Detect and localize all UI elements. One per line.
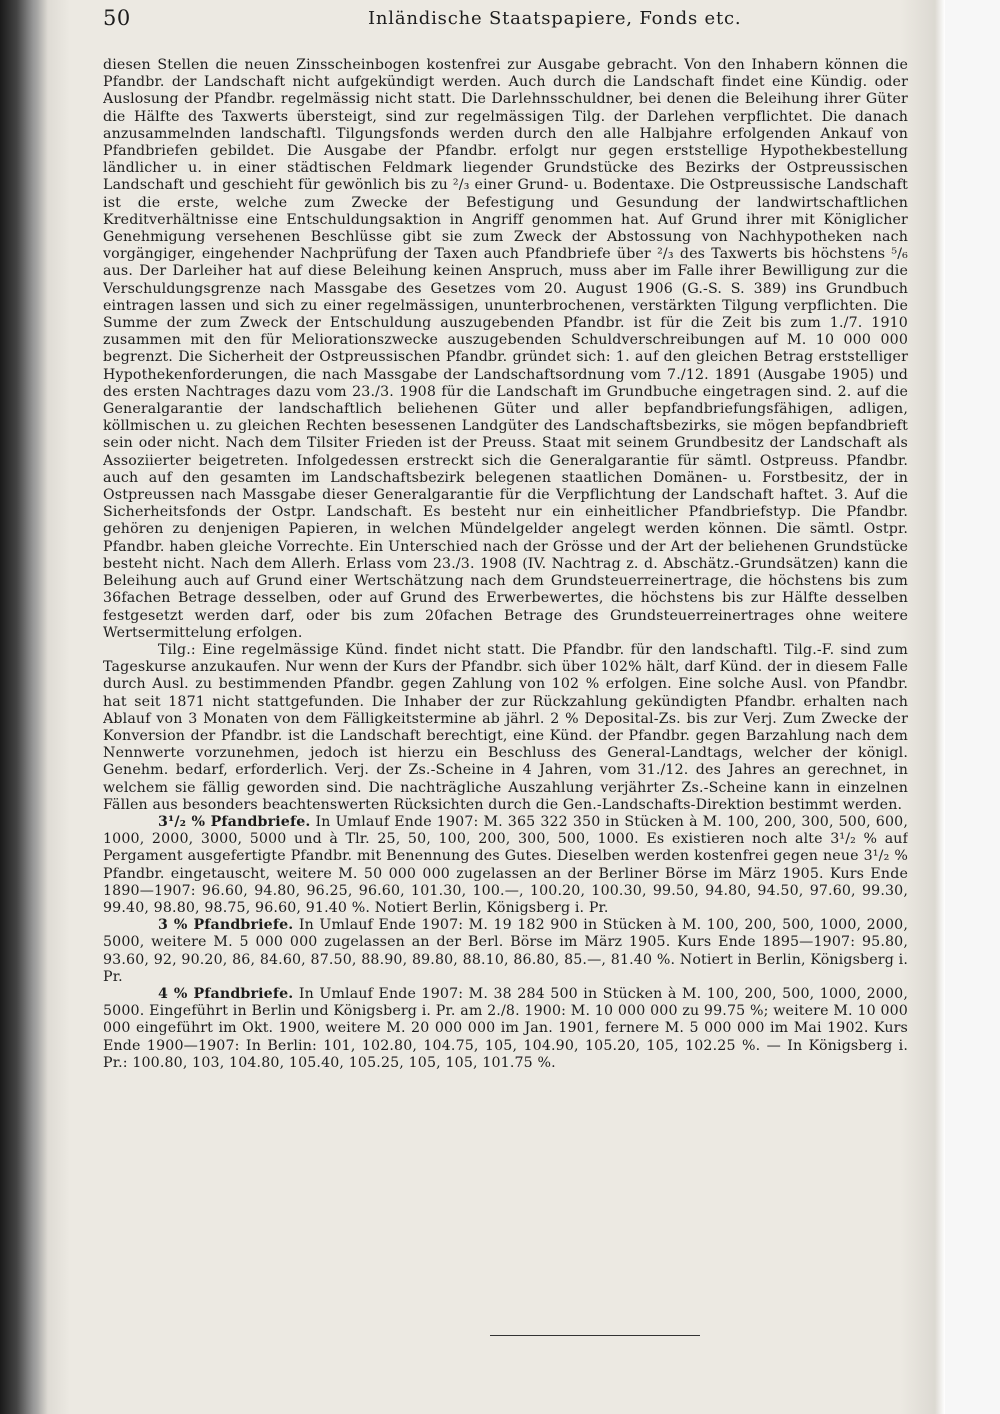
intro-paragraph: diesen Stellen die neuen Zinsscheinbogen kostenfrei zur Ausgabe gebracht. Von den Inhabern können die Pfandbr. der Landschaft nicht aufgekündigt werden. Auch durch die Landschaft findet eine Kündig. oder Auslosung der Pfandbr. regelmässig nicht statt. Die Darlehnsschuldner, bei denen die Beleihung ihrer Güter die Hälfte des Taxwerts übersteigt, sind zur regelmässigen Tilg. der Darlehen verpflichtet. Die danach anzusammelnden landschaftl. Tilgungsfonds werden durch den alle Halbjahre erfolgenden Ankauf von Pfandbriefen gebildet. Die Ausgabe der Pfandbr. erfolgt nur gegen erststellige Hypothekbestellung ländlicher u. in einer städtischen Feldmark liegender Grundstücke des Bezirks der Ostpreussischen Landschaft und geschieht für gewönlich bis zu ²/₃ einer Grund- u. Bodentaxe. Die Ostpreussische Landschaft ist die erste, welche zum Zwecke der Befestigung und Gesundung der landwirtschaftlichen Kreditverhältnisse eine Entschuldungsaktion in Angriff genommen hat. Auf Grund ihrer mit Königlicher Genehmigung versehenen Beschlüsse gibt sie zum Zweck der Abstossung von Nachhypotheken nach vorgängiger, eingehender Nachprüfung der Taxen auch Pfandbriefe über ²/₃ des Taxwerts bis höchstens ⁵/₆ aus. Der Darleiher hat auf diese Beleihung keinen Anspruch, muss aber im Falle ihrer Bewilligung zur die Verschuldungsgrenze nach Massgabe des Gesetzes vom 20. August 1906 (G.-S. S. 389) ins Grundbuch eintragen lassen und sich zu einer regelmässigen, ununterbrochenen, verstärkten Tilgung verpflichten. Die Summe der zum Zweck der Entschuldung auszugebenden Pfandbr. ist für die Zeit bis zum 1./7. 1910 zusammen mit den für Meliorationszwecke auszugebenden Schuldverschreibungen auf M. 10 000 000 begrenzt. Die Sicherheit der Ostpreussischen Pfandbr. gründet sich: 1. auf den gleichen Betrag erststelliger Hypothekenforderungen, die nach Massgabe der Landschaftsordnung vom 7./12. 1891 (Ausgabe 1905) und des ersten Nachtrages dazu vom 23./3. 1908 für die Landschaft im Grundbuche eingetragen sind. 2. auf die Generalgarantie der landschaftlich beliehenen Güter und aller bepfandbriefungsfähigen, adligen, köllmischen u. zu gleichen Rechten besessenen Landgüter des Landschaftsbezirks, sie mögen bepfandbrieft sein oder nicht. Nach dem Tilsiter Frieden ist der Preuss. Staat mit seinem Grundbesitz der Landschaft als Assoziierter beigetreten. Infolgedessen erstreckt sich die Generalgarantie für sämtl. Ostpreuss. Pfandbr. auch auf den gesamten im Landschaftsbezirk belegenen staatlichen Domänen- u. Forstbesitz, der in Ostpreussen nach Massgabe dieser Generalgarantie für die Verpflichtung der Landschaft haftet. 3. Auf die Sicherheitsfonds der Ostpr. Landschaft. Es besteht nur ein einheitlicher Pfandbriefstyp. Die Pfandbr. gehören zu denjenigen Papieren, in welchen Mündelgelder angelegt werden können. Die sämtl. Ostpr. Pfandbr. haben gleiche Vorrechte. Ein Unterschied nach der Grösse und der Art der beliehenen Grundstücke besteht nicht. Nach dem Allerh. Erlass vom 23./3. 1908 (IV. Nachtrag z. d. Abschätz.-Grundsätzen) kann die Beleihung auch auf Grund einer Wertschätzung nach dem Grundsteuerreinertrage, die höchstens bis zum 36fachen Betrage desselben, oder auf Grund des Erwerbewertes, die höchstens bis zur Hälfte desselben festgesetzt werden darf, oder bis zum 20fachen Betrage des Grundsteuerreinertrages ohne weitere Wertsermittelung erfolgen. (103, 57, 908, 641)
facing-page-margin (945, 0, 1000, 1414)
section-text: In Umlauf Ende 1907: M. 19 182 900 in Stücken à M. 100, 200, 500, 1000, 2000, 5000, weitere M. 5 000 000 zugelassen an der Berl. Börse im März 1905. Kurs Ende 1895—1907: 95.80, 93.60, 92, 90.20, 86, 84.60, 87.50, 88.90, 89.80, 88.10, 86.80, 85.—, 81.40 %. Notiert in Berlin, Königsberg i. Pr. (103, 917, 908, 985)
closing-rule (490, 1335, 700, 1336)
section-4-pfandbriefe (103, 986, 908, 1072)
section-3-5-pfandbriefe (103, 814, 908, 917)
section-text: In Umlauf Ende 1907: M. 365 322 350 in Stücken à M. 100, 200, 300, 500, 600, 1000, 2000, 3000, 5000 und à Tlr. 25, 50, 100, 200, 300, 500, 1000. Es existieren noch alte 3¹/₂ % auf Pergament ausgefertigte Pfandbr. mit Benennung des Gutes. Dieselben werden kostenfrei gegen neue 3¹/₂ % Pfandbr. eingetauscht, weitere M. 50 000 000 zugelassen an der Berliner Börse im März 1905. Kurs Ende 1890—1907: 96.60, 94.80, 96.25, 96.60, 101.30, 100.—, 100.20, 100.30, 99.50, 94.80, 94.50, 97.60, 99.30, 99.40, 98.80, 98.75, 96.60, 91.40 %. Notiert Berlin, Königsberg i. Pr. (103, 813, 908, 916)
running-title: Inländische Staatspapiere, Fonds etc. (368, 8, 742, 29)
section-heading: 3 % Pfandbriefe. (158, 917, 294, 934)
binding-shadow (0, 0, 48, 1414)
page-header (103, 6, 933, 36)
section-heading: 4 % Pfandbriefe. (158, 985, 294, 1002)
section-heading: 3¹/₂ % Pfandbriefe. (158, 813, 311, 830)
section-text: In Umlauf Ende 1907: M. 38 284 500 in Stücken à M. 100, 200, 500, 1000, 2000, 5000. Eingeführt in Berlin und Königsberg i. Pr. am 2./8. 1900: M. 10 000 000 zu 99.75 %; weitere M. 10 000 000 eingeführt im Okt. 1900, weitere M. 20 000 000 im Jan. 1901, fernere M. 5 000 000 im Mai 1902. Kurs Ende 1900—1907: In Berlin: 101, 102.80, 104.75, 105, 104.90, 105.20, 105, 102.25 %. — In Königsberg i. Pr.: 100.80, 103, 104.80, 105.40, 105.25, 105, 105, 101.75 %. (103, 985, 908, 1071)
main-text (103, 57, 908, 1327)
section-3-pfandbriefe (103, 917, 908, 986)
tilg-paragraph: Tilg.: Eine regelmässige Künd. findet nicht statt. Die Pfandbr. für den landschaftl. Tilg.-F. sind zum Tageskurse anzukaufen. Nur wenn der Kurs der Pfandbr. sich über 102% hält, darf Künd. der in diesem Falle durch Ausl. zu bestimmenden Pfandbr. gegen Zahlung von 102 % erfolgen. Eine solche Ausl. von Pfandbr. hat seit 1871 nicht stattgefunden. Die Inhaber der zur Rückzahlung gekündigten Pfandbr. erhalten nach Ablauf von 3 Monaten von dem Fälligkeitstermine ab jährl. 2 % Deposital-Zs. bis zur Verj. Zum Zwecke der Konversion der Pfandbr. ist die Landschaft berechtigt, eine Künd. der Pfandbr. gegen Barzahlung nach dem Nennwerte vorzunehmen, jedoch ist hierzu ein Beschluss des General-Landtags, welcher der königl. Genehm. bedarf, erforderlich. Verj. der Zs.-Scheine in 4 Jahren, vom 31./12. des Jahres an gerechnet, in welchem sie fällig geworden sind. Die nachträgliche Auszahlung verjährter Zs.-Scheine kann in einzelnen Fällen aus besonders beachtenswerten Rücksichten durch die Gen.-Landschafts-Direktion bestimmt werden. (103, 641, 908, 813)
page-number: 50 (103, 6, 131, 30)
